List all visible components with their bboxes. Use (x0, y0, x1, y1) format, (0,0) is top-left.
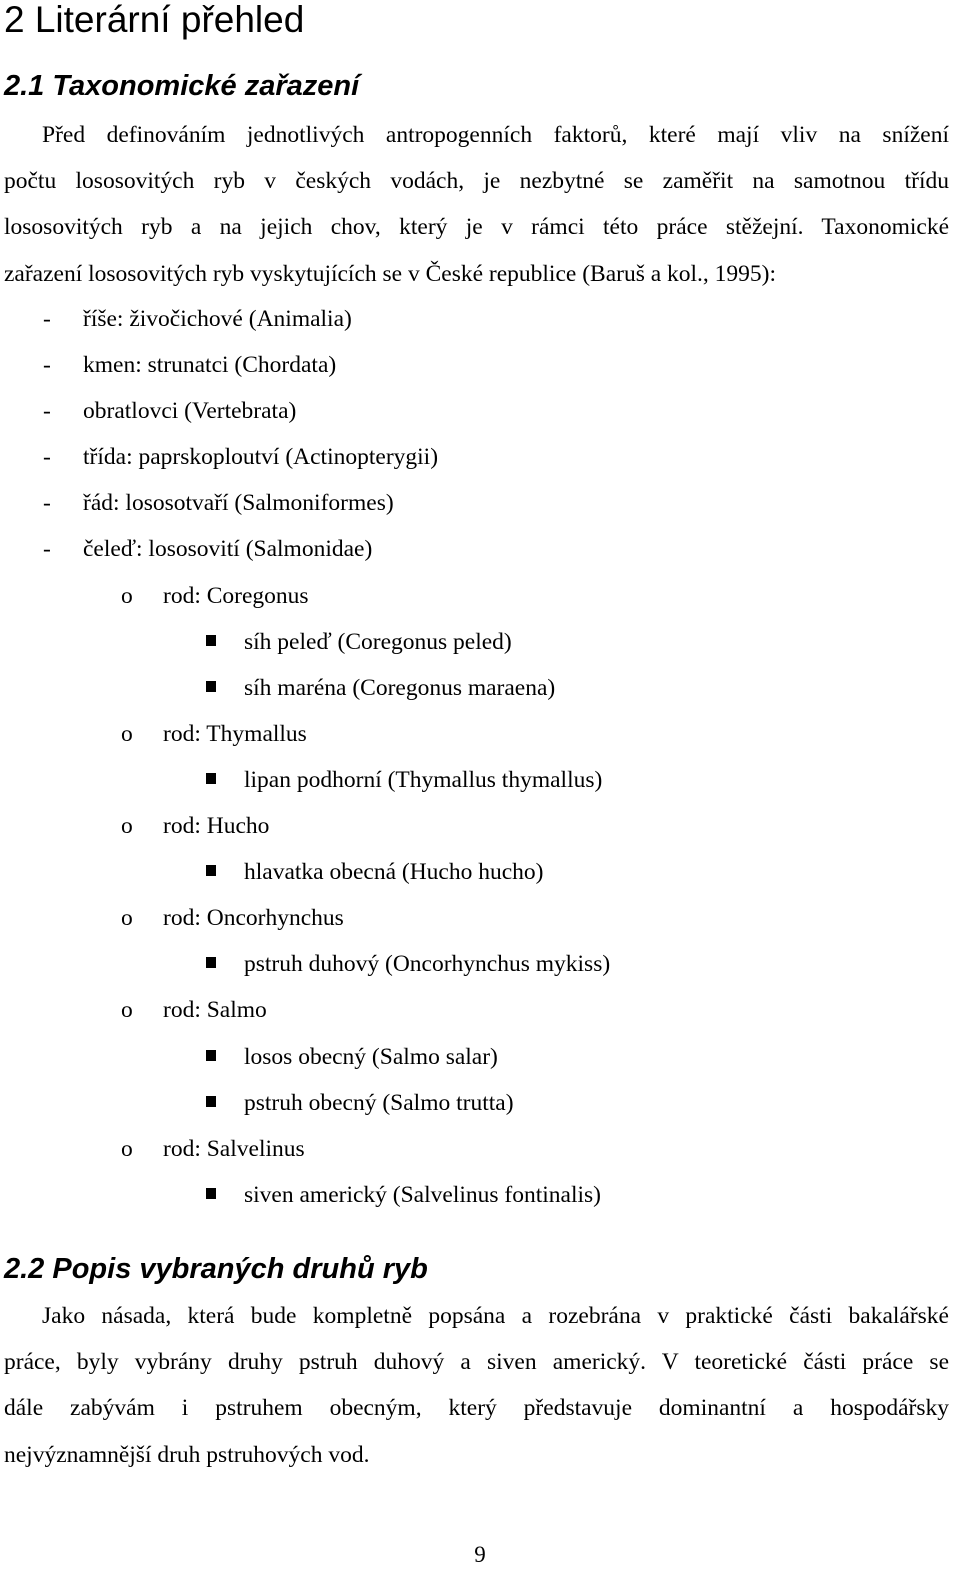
square-bullet-icon (206, 1096, 216, 1107)
taxonomy-item-text: síh maréna (Coregonus maraena) (244, 674, 556, 701)
paragraph-line: práce, byly vybrány druhy pstruh duhový a siven americký. V teoretické části práce se (4, 1349, 949, 1376)
taxonomy-item-text: rod: Salvelinus (163, 1135, 305, 1162)
taxonomy-item-text: rod: Oncorhynchus (163, 905, 344, 932)
taxonomy-item-text: rod: Thymallus (163, 720, 307, 747)
taxonomy-item-text: obratlovci (Vertebrata) (83, 398, 297, 425)
square-bullet-icon (206, 957, 216, 968)
taxonomy-item-text: siven americký (Salvelinus fontinalis) (244, 1181, 601, 1208)
dash-bullet-icon: - (43, 490, 51, 517)
circle-bullet-icon: o (121, 582, 133, 609)
paragraph-line: Před definováním jednotlivých antropogenních faktorů, které mají vliv na snížení (42, 122, 949, 148)
paragraph-line: lososovitých ryb a na jejich chov, který je v rámci této práce stěžejní. Taxonomické (4, 214, 949, 241)
taxonomy-item-text: říše: živočichové (Animalia) (83, 306, 352, 332)
taxonomy-item-text: řád: lososotvaří (Salmoniformes) (83, 490, 394, 517)
taxonomy-item-text: čeleď: lososovití (Salmonidae) (83, 536, 373, 563)
paragraph-line: nejvýznamnější druh pstruhových vod. (4, 1441, 370, 1468)
taxonomy-item-text: třída: paprskoploutví (Actinopterygii) (83, 444, 439, 471)
circle-bullet-icon: o (121, 720, 133, 747)
taxonomy-item-text: kmen: strunatci (Chordata) (83, 352, 337, 379)
chapter-heading: 2 Literární přehled (4, 0, 305, 40)
dash-bullet-icon: - (43, 352, 51, 379)
page-number: 9 (474, 1542, 486, 1567)
paragraph-line: počtu lososovitých ryb v českých vodách, je nezbytné se zaměřit na samotnou třídu (4, 168, 949, 195)
taxonomy-item-text: pstruh obecný (Salmo trutta) (244, 1089, 514, 1116)
circle-bullet-icon: o (121, 1135, 133, 1162)
taxonomy-item-text: rod: Hucho (163, 813, 270, 840)
square-bullet-icon (206, 1188, 216, 1199)
dash-bullet-icon: - (43, 444, 51, 471)
taxonomy-item-text: rod: Coregonus (163, 582, 309, 609)
taxonomy-item-text: losos obecný (Salmo salar) (244, 1043, 498, 1070)
square-bullet-icon (206, 681, 216, 692)
circle-bullet-icon: o (121, 813, 133, 840)
section-heading-species: 2.2 Popis vybraných druhů ryb (4, 1253, 428, 1285)
taxonomy-item-text: pstruh duhový (Oncorhynchus mykiss) (244, 951, 611, 978)
taxonomy-intro-paragraph (4, 112, 949, 297)
paragraph-line: dále zabývám i pstruhem obecným, který představuje dominantní a hospodářsky (4, 1395, 949, 1422)
square-bullet-icon (206, 1050, 216, 1061)
section-heading-taxonomy: 2.1 Taxonomické zařazení (4, 70, 360, 102)
paragraph-line: Jako násada, která bude kompletně popsána a rozebrána v praktické části bakalářské (42, 1303, 949, 1329)
taxonomy-item-text: síh peleď (Coregonus peled) (244, 628, 512, 655)
taxonomy-item-text: lipan podhorní (Thymallus thymallus) (244, 766, 603, 793)
dash-bullet-icon: - (43, 306, 51, 332)
paragraph-line: zařazení lososovitých ryb vyskytujících se v České republice (Baruš a kol., 1995): (4, 260, 777, 287)
taxonomy-item-text: hlavatka obecná (Hucho hucho) (244, 859, 544, 886)
square-bullet-icon (206, 773, 216, 784)
square-bullet-icon (206, 865, 216, 876)
square-bullet-icon (206, 635, 216, 646)
dash-bullet-icon: - (43, 536, 51, 563)
species-paragraph (4, 1293, 949, 1478)
circle-bullet-icon: o (121, 997, 133, 1024)
taxonomy-item-text: rod: Salmo (163, 997, 267, 1024)
dash-bullet-icon: - (43, 398, 51, 425)
circle-bullet-icon: o (121, 905, 133, 932)
